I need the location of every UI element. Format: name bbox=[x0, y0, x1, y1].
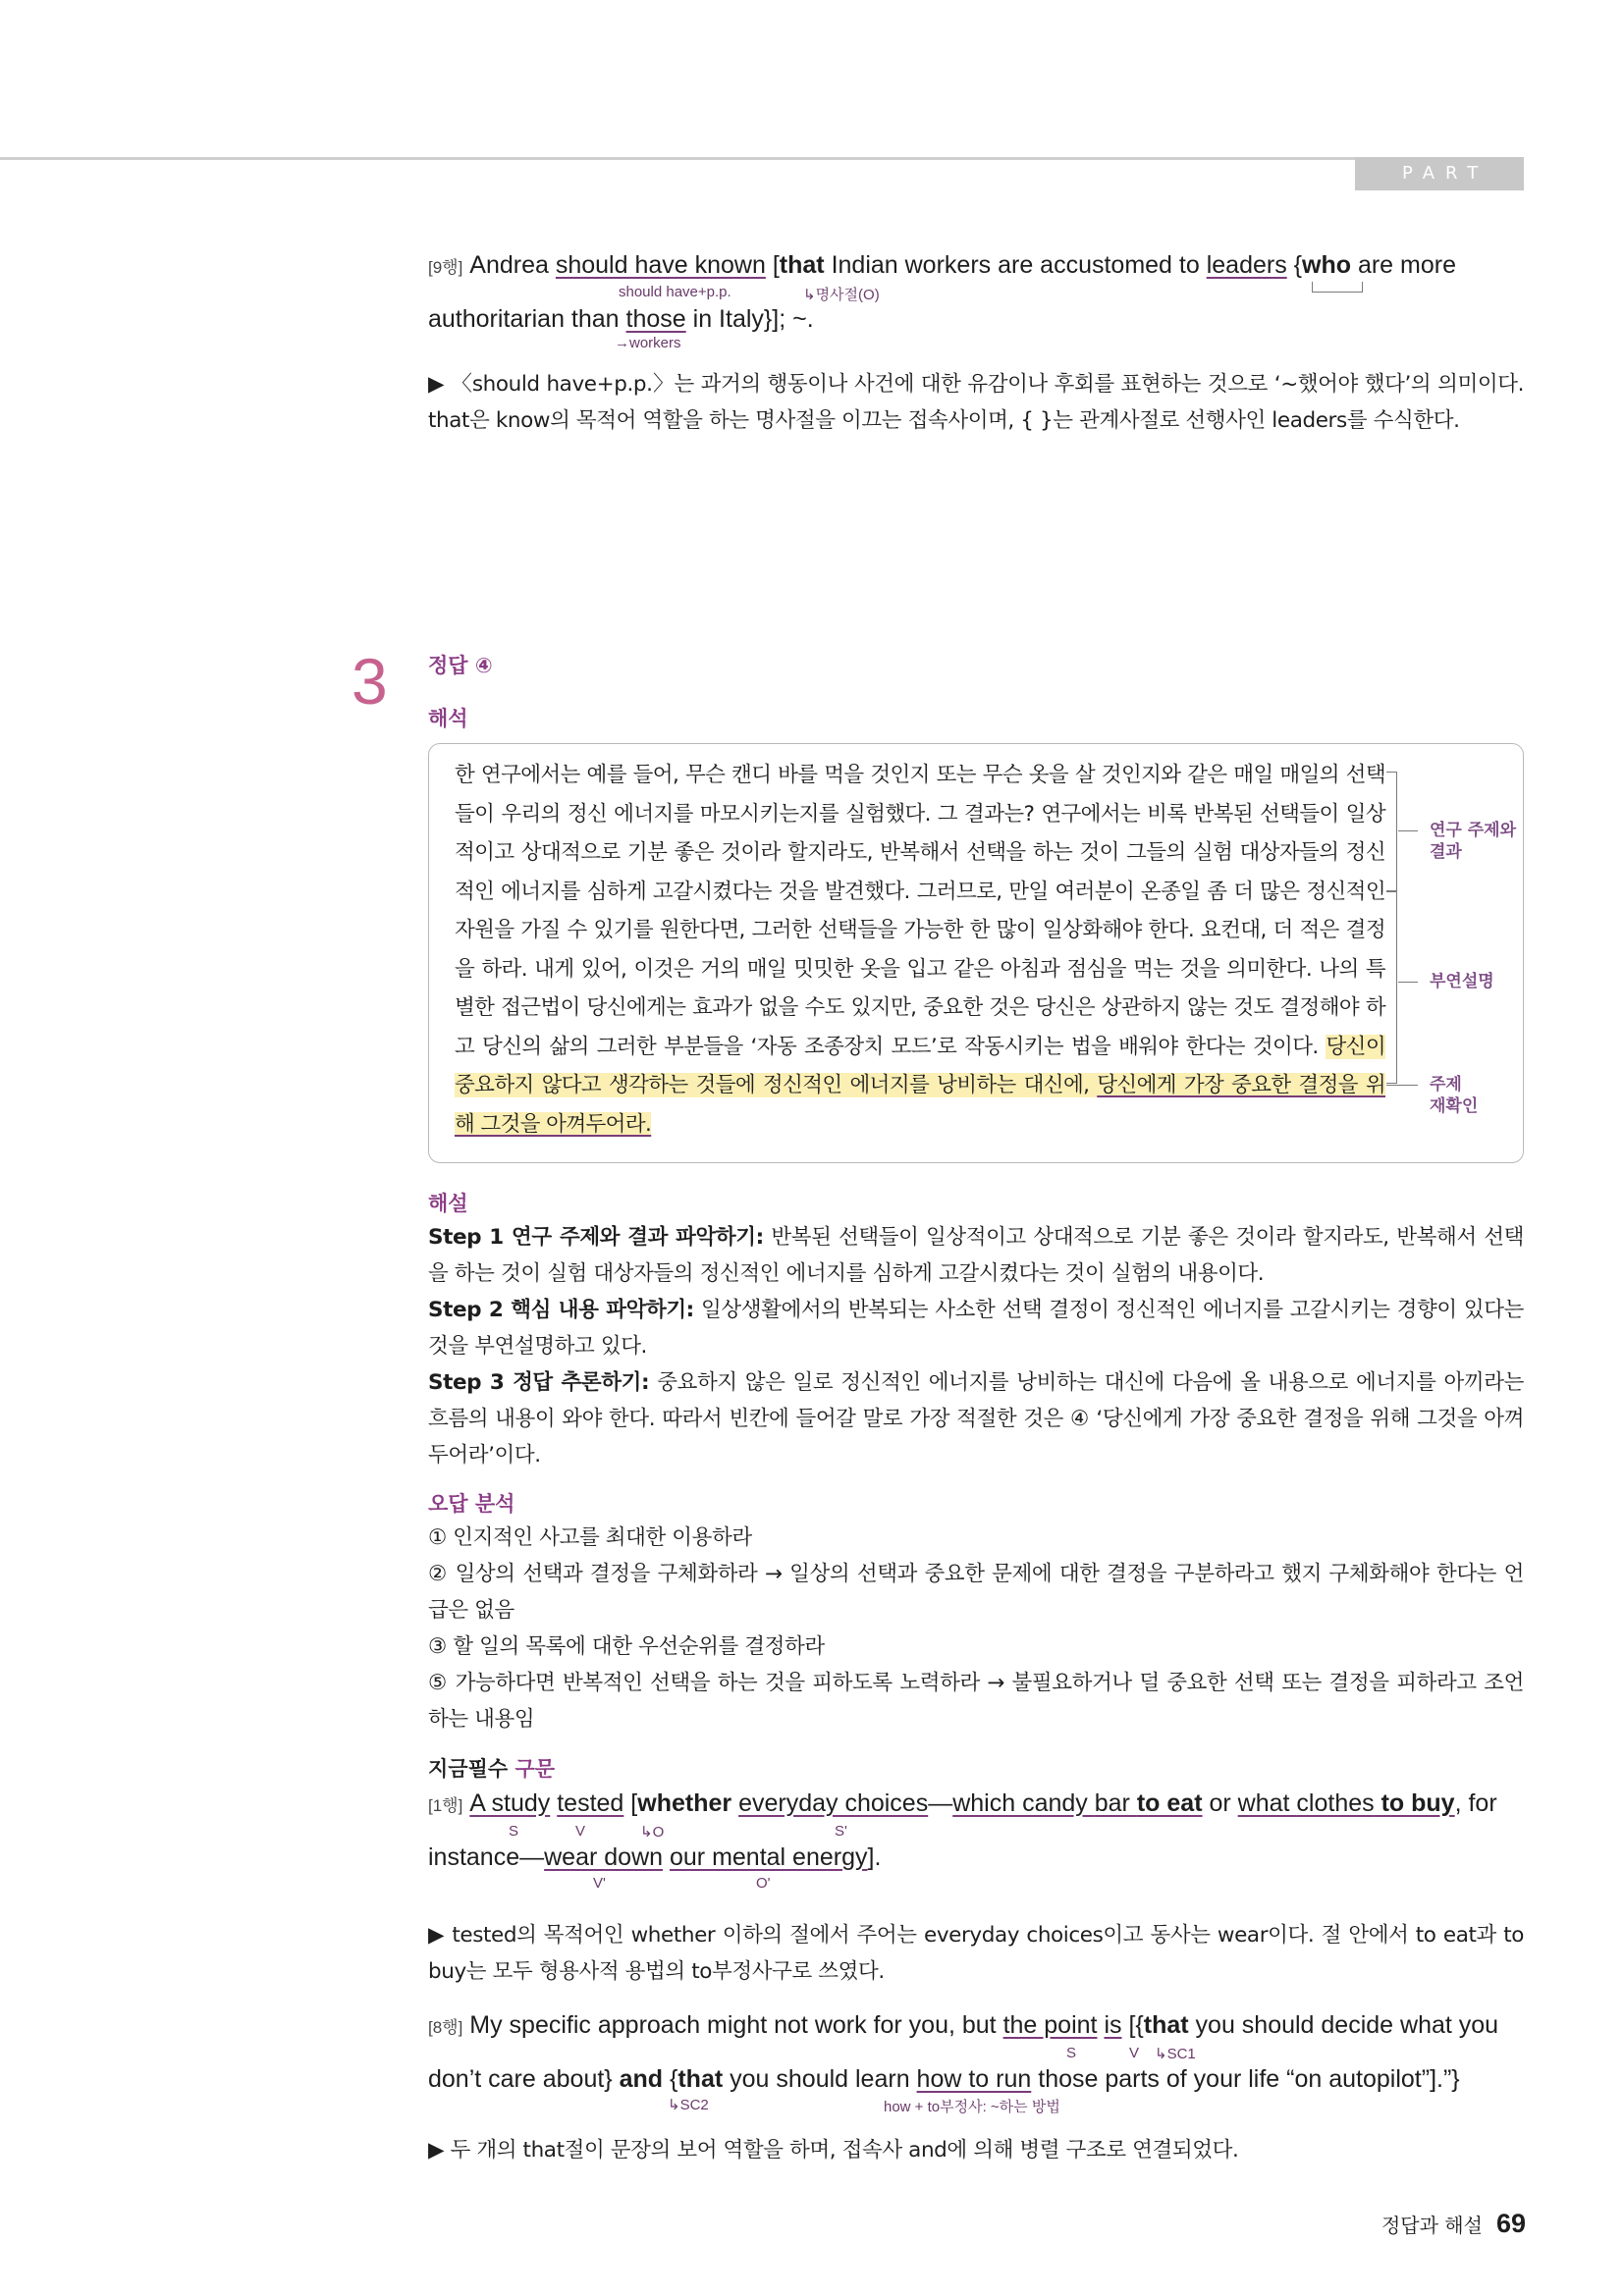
page-footer: 정답과 해설 69 bbox=[1380, 2209, 1526, 2238]
annotation-s-prime: S' bbox=[835, 1823, 847, 1840]
sentence-1 bbox=[428, 1787, 1524, 1874]
annotation-sc1: ↳SC1 bbox=[1155, 2046, 1196, 2062]
sentence-1-line1: [1행] A study tested [whether everyday choices—which candy bar to eat or what clothes to buy, for bbox=[428, 1789, 1497, 1817]
side-label-elaboration: 부연설명 bbox=[1430, 972, 1494, 991]
bracket-elaboration bbox=[1386, 891, 1397, 1084]
annotation-should-have: should have+p.p. bbox=[619, 284, 731, 300]
header-rule bbox=[0, 157, 1355, 160]
annotation-s: S bbox=[509, 1823, 519, 1840]
wrong-item-3: ③ 할 일의 목록에 대한 우선순위를 결정하라 bbox=[428, 1634, 825, 1659]
arrow-elaboration bbox=[1398, 982, 1418, 983]
step-1: Step 1 연구 주제와 결과 파악하기: 반복된 선택들이 일상적이고 상대적으로 기분 좋은 것이라 할지라도, 반복해서 선택을 하는 것이 실험 대상자들의 정신적인 에너지를 심하게 고갈시켰다는 것이 실험의 내용이다. bbox=[428, 1225, 1524, 1286]
step-3: Step 3 정답 추론하기: 중요하지 않은 일로 정신적인 에너지를 낭비하는 대신에 다음에 올 내용으로 에너지를 아끼라는 흐름의 내용이 와야 한다. 따라서 빈칸에 들어갈 말로 가장 적절한 것은 ④ ‘당신에게 가장 중요한 결정을 위해 그것을 아껴두어라’이다. bbox=[428, 1370, 1524, 1468]
sentence-9-note: ▶ 〈should have+p.p.〉는 과거의 행동이나 사건에 대한 유감이나 후회를 표현하는 것으로 ‘~했어야 했다’의 의미이다. that은 know의 목적어 역할을 하는 명사절을 이끄는 접속사이며, { }는 관계사절로 선행사인 leaders를 수식한다. bbox=[428, 372, 1524, 433]
sentence-1-note: ▶ tested의 목적어인 whether 이하의 절에서 주어는 everyday choices이고 동사는 wear이다. 절 안에서 to eat과 to buy는 모두 형용사적 용법의 to부정사구로 쓰였다. bbox=[428, 1923, 1524, 1984]
annotation-sc2: ↳SC2 bbox=[668, 2097, 709, 2113]
annotation-v: V bbox=[575, 1823, 586, 1840]
annotation-how-to: how + to부정사: ~하는 방법 bbox=[884, 2099, 1060, 2115]
translation-text: 한 연구에서는 예를 들어, 무슨 캔디 바를 먹을 것인지 또는 무슨 옷을 살 것인지와 같은 매일 매일의 선택들이 우리의 정신 에너지를 마모시키는지를 실험했다. 그 결과는? 연구에서는 비록 반복된 선택들이 일상적이고 상대적으로 기분 좋은 것이라 할지라도, 반복해서 선택을 하는 것이 그들의 실험 대상자들의 정신적인 에너지를 심하게 고갈시켰다는 것을 발견했다. 그러므로, 만일 여러분이 온종일 좀 더 많은 정신적인 자원을 가질 수 있기를 원한다면, 그러한 선택들을 가능한 한 많이 일상화해야 한다. 요컨대, 더 적은 결정을 하라. 내게 있어, 이것은 거의 매일 밋밋한 옷을 입고 같은 아침과 점심을 먹는 것을 의미한다. 나의 특별한 접근법이 당신에게는 효과가 없을 수도 있지만, 중요한 것은 당신은 상관하지 않는 것도 결정해야 하고 당신의 삶의 그러한 부분들을 ‘자동 조종장치 모드’로 작동시키는 법을 배워야 한다는 것이다. 당신이 중요하지 않다고 생각하는 것들에 정신적인 에너지를 낭비하는 대신에, 당신에게 가장 중요한 결정을 위해 그것을 아껴두어라. bbox=[455, 763, 1386, 1137]
annotation-v-prime: V' bbox=[593, 1875, 606, 1892]
part-label: PART Ⅲ bbox=[1355, 157, 1524, 190]
annotation-s-8: S bbox=[1066, 2045, 1077, 2061]
question-number: 3 bbox=[352, 645, 388, 718]
annotation-o-prime: O' bbox=[756, 1875, 771, 1892]
step-2: Step 2 핵심 내용 파악하기: 일상생활에서의 반복되는 사소한 선택 결정이 정신적인 에너지를 고갈시키는 경향이 있다는 것을 부연설명하고 있다. bbox=[428, 1298, 1525, 1359]
wrong-analysis-label: 오답 분석 bbox=[428, 1492, 515, 1516]
side-label-restate: 주제 재확인 bbox=[1430, 1075, 1479, 1116]
explanation-label: 해설 bbox=[428, 1192, 468, 1215]
sentence-8 bbox=[428, 2008, 1524, 2096]
sentence-1-line2: instance—wear down our mental energy]. bbox=[428, 1843, 882, 1871]
translation-label: 해석 bbox=[428, 707, 468, 730]
sentence-8-line1: [8행] My specific approach might not work for you, but the point is [{that you should decide what you bbox=[428, 2011, 1499, 2039]
side-label-topic: 연구 주제와 결과 bbox=[1430, 821, 1517, 862]
sentence-8-line2: don’t care about} and {that you should learn how to run those parts of your life “on autopilot”].”} bbox=[428, 2065, 1460, 2093]
sentence-9-line2: authoritarian than those in Italy}]; ~. bbox=[428, 305, 814, 333]
annotation-noun-clause: ↳명사절(O) bbox=[803, 287, 880, 303]
bracket-topic bbox=[1386, 772, 1397, 891]
annotation-workers: →workers bbox=[615, 335, 681, 351]
sentence-9-line1: [9행] Andrea should have known [that Indian workers are accustomed to leaders {who are more bbox=[428, 251, 1456, 279]
explanation-steps bbox=[428, 1219, 1524, 1473]
highlight-1: 당신이 중요하지 않다고 생각하는 것들에 정신적인 에너지를 낭비하는 대신에, bbox=[455, 1034, 1385, 1097]
wrong-analysis-list bbox=[428, 1520, 1524, 1737]
page-number: 69 bbox=[1495, 2209, 1526, 2238]
relative-clause-bracket bbox=[1312, 282, 1363, 293]
wrong-item-2: ② 일상의 선택과 결정을 구체화하라 → 일상의 선택과 중요한 문제에 대한 결정을 구분하라고 했지 구체화해야 한다는 언급은 없음 bbox=[428, 1562, 1524, 1623]
wrong-item-1: ① 인지적인 사고를 최대한 이용하라 bbox=[428, 1525, 752, 1550]
annotation-o: ↳O bbox=[640, 1824, 665, 1841]
answer-label: 정답 ④ bbox=[428, 654, 493, 677]
highlight-2: 당신에게 가장 중요한 결정을 위해 그것을 아껴두어라. bbox=[455, 1073, 1386, 1137]
sentence-8-note: ▶ 두 개의 that절이 문장의 보어 역할을 하며, 접속사 and에 의해 병렬 구조로 연결되었다. bbox=[428, 2138, 1239, 2163]
annotation-v-8: V bbox=[1129, 2045, 1140, 2061]
grammar-label: 지금필수 구문 bbox=[428, 1757, 556, 1781]
wrong-item-5: ⑤ 가능하다면 반복적인 선택을 하는 것을 피하도록 노력하라 → 불필요하거나 덜 중요한 선택 또는 결정을 피하라고 조언하는 내용임 bbox=[428, 1671, 1524, 1732]
arrow-topic bbox=[1398, 830, 1418, 831]
arrow-restate bbox=[1386, 1085, 1418, 1086]
